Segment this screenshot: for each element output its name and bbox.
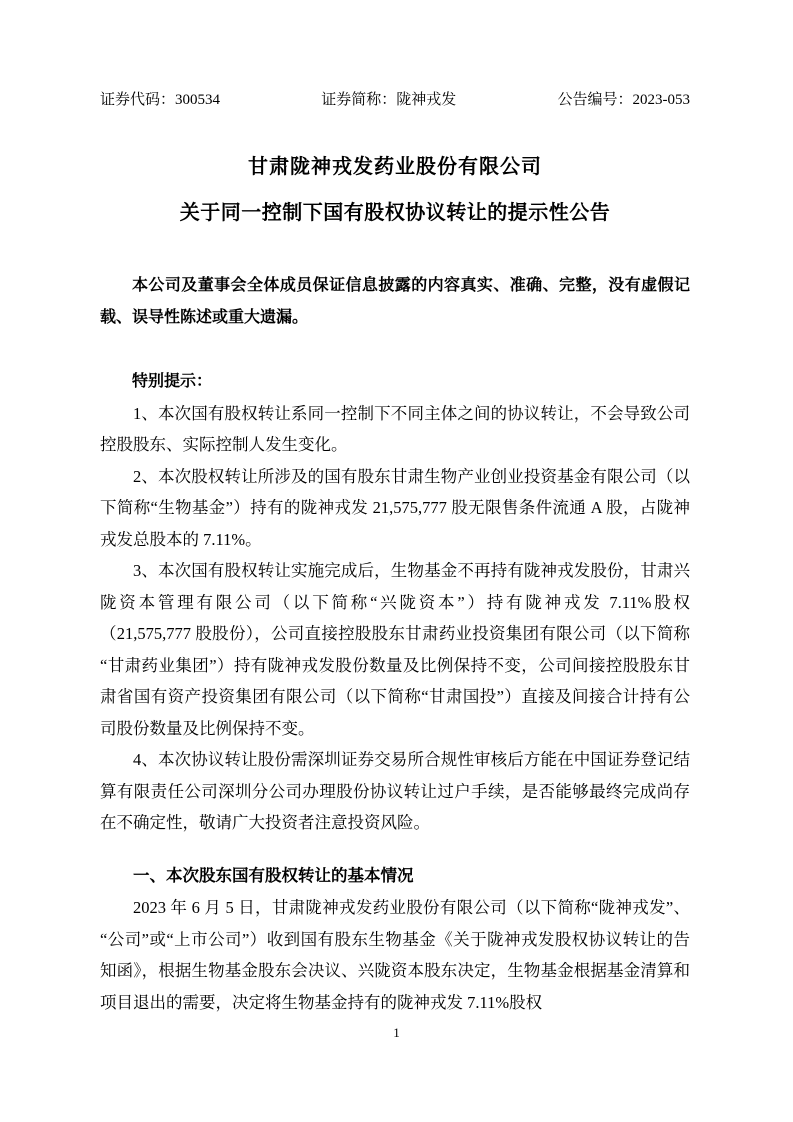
notice-item-3: 3、本次国有股权转让实施完成后，生物基金不再持有陇神戎发股份，甘肃兴陇资本管理有限公司（以下简称“兴陇资本”）持有陇神戎发 7.11%股权（21,575,777 股股份），公司直接控股股东甘肃药业投资集团有限公司（以下简称“甘肃药业集团”）持有陇神戎发股份数量及比例保持不变，公司间接控股股东甘肃省国有资产投资集团有限公司（以下简称“甘肃国投”）直接及间接合计持有公司股份数量及比例保持不变。 bbox=[100, 561, 690, 738]
stock-short-name: 证券简称：陇神戎发 bbox=[321, 92, 457, 108]
notice-item-2: 2、本次股权转让所涉及的国有股东甘肃生物产业创业投资基金有限公司（以下简称“生物基金”）持有的陇神戎发 21,575,777 股无限售条件流通 A 股，占陇神戎发总股本的 7.11%。 bbox=[100, 466, 690, 549]
announcement-number: 公告编号：2023-053 bbox=[557, 92, 690, 108]
disclaimer-statement: 本公司及董事会全体成员保证信息披露的内容真实、准确、完整，没有虚假记载、误导性陈述或重大遗漏。 bbox=[100, 277, 690, 326]
special-notice-heading: 特别提示： bbox=[132, 373, 213, 390]
notice-item-1: 1、本次国有股权转让系同一控制下不同主体之间的协议转让，不会导致公司控股股东、实际控制人发生变化。 bbox=[100, 403, 690, 454]
company-name-title: 甘肃陇神戎发药业股份有限公司 bbox=[248, 156, 542, 178]
section-1-paragraph: 2023 年 6 月 5 日，甘肃陇神戎发药业股份有限公司（以下简称“陇神戎发”、“公司”或“上市公司”）收到国有股东生物基金《关于陇神戎发股权协议转让的告知函》，根据生物基金股东会决议、兴陇资本股东决定，生物基金根据基金清算和项目退出的需要，决定将生物基金持有的陇神戎发 7.11%股权 bbox=[100, 898, 690, 1012]
page-number: 1 bbox=[393, 1025, 400, 1040]
special-notice-list bbox=[100, 398, 690, 839]
announcement-title: 关于同一控制下国有股权协议转让的提示性公告 bbox=[179, 202, 611, 224]
section-1-heading: 一、本次股东国有股权转让的基本情况 bbox=[133, 866, 414, 885]
document-header bbox=[100, 88, 690, 112]
stock-code: 证券代码：300534 bbox=[100, 92, 221, 108]
notice-item-4: 4、本次协议转让股份需深圳证券交易所合规性审核后方能在中国证券登记结算有限责任公司深圳分公司办理股份协议转让过户手续，是否能够最终完成尚存在不确定性，敬请广大投资者注意投资风险。 bbox=[100, 750, 690, 832]
